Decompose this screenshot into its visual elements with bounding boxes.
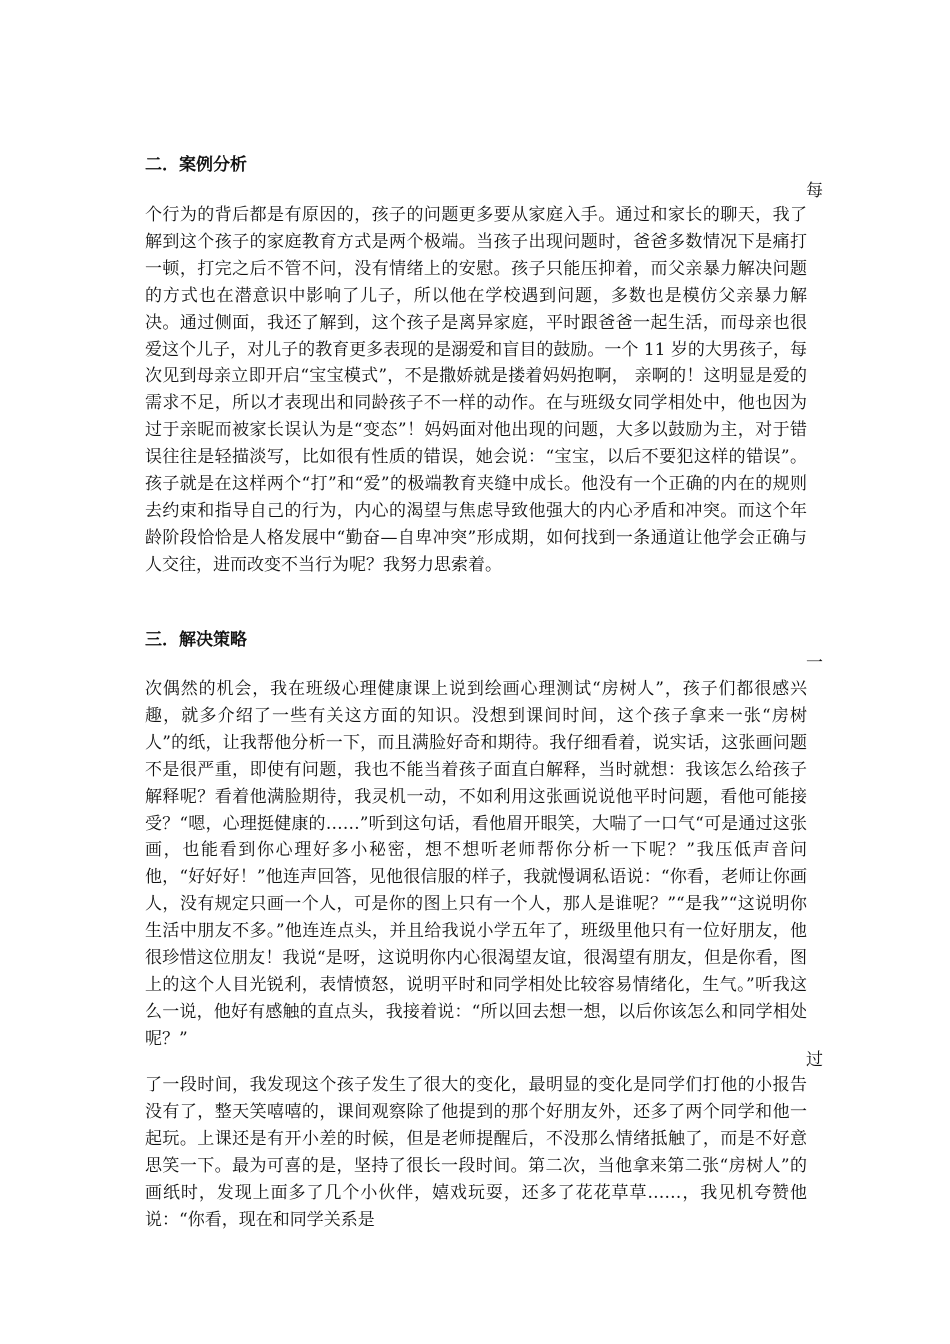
section-heading-case-analysis: 二．案例分析 (145, 155, 247, 175)
section-heading-strategy: 三．解决策略 (145, 630, 247, 650)
strategy-paragraph-2: 了一段时间，我发现这个孩子发生了很大的变化，最明显的变化是同学们打他的小报告没有了，整天笑嘻嘻的，课间观察除了他提到的那个好朋友外，还多了两个同学和他一起玩。上课还是有开小差的时候，但是老师提醒后，不没那么情绪抵触了，而是不好意思笑一下。最为可喜的是，坚持了很长一段时间。第二次，当他拿来第二张“房树人”的画纸时，发现上面多了几个小伙伴，嬉戏玩耍，还多了花花草草……，我见机夸赞他说：“你看，现在和同学关系是 (145, 1075, 807, 1230)
strategy-paragraph-1: 次偶然的机会，我在班级心理健康课上说到绘画心理测试“房树人”，孩子们都很感兴趣，就多介绍了一些有关这方面的知识。没想到课间时间，这个孩子拿来一张“房树人”的纸，让我帮他分析一下，而且满脸好奇和期待。我仔细看着，说实话，这张画问题不是很严重，即使有问题，我也不能当着孩子面直白解释，当时就想：我该怎么给孩子解释呢？看着他满脸期待，我灵机一动，不如利用这张画说说他平时问题，看他可能接受？“嗯，心理挺健康的……”听到这句话，看他眉开眼笑，大喘了一口气“可是通过这张画，也能看到你心理好多小秘密，想不想听老师帮你分析一下呢？”我压低声音问他，“好好好！”他连声回答，见他很信服的样子，我就慢调私语说：“你看，老师让你画人，没有规定只画一个人，可是你的图上只有一个人，那人是谁呢？”“是我”“这说明你生活中朋友不多。”他连连点头，并且给我说小学五年了，班级里他只有一位好朋友，他很珍惜这位朋友！我说“是呀，这说明你内心很渴望友谊，很渴望有朋友，但是你看，图上的这个人目光锐利，表情愤怒，说明平时和同学相处比较容易情绪化，生气。”听我这么一说，他好有感触的直点头，我接着说：“所以回去想一想，以后你该怎么和同学相处呢？” (145, 679, 807, 1049)
paragraph-lead-char: 一 (806, 653, 823, 673)
paragraph-lead-char: 过 (806, 1050, 823, 1070)
case-analysis-paragraph: 个行为的背后都是有原因的，孩子的问题更多要从家庭入手。通过和家长的聊天，我了解到这个孩子的家庭教育方式是两个极端。当孩子出现问题时，爸爸多数情况下是痛打一顿，打完之后不管不问，没有情绪上的安慰。孩子只能压抑着，而父亲暴力解决问题的方式也在潜意识中影响了儿子，所以他在学校遇到问题，多数也是模仿父亲暴力解决。通过侧面，我还了解到，这个孩子是离异家庭，平时跟爸爸一起生活，而母亲也很爱这个儿子，对儿子的教育更多表现的是溺爱和盲目的鼓励。一个 11 岁的大男孩子，每次见到母亲立即开启“宝宝模式”，不是撒娇就是搂着妈妈抱啊， 亲啊的！这明显是爱的需求不足，所以才表现出和同龄孩子不一样的动作。在与班级女同学相处中，他也因为过于亲昵而被家长误认为是“变态”！妈妈面对他出现的问题，大多以鼓励为主，对于错误往往是轻描淡写，比如很有性质的错误，她会说：“宝宝，以后不要犯这样的错误”。孩子就是在这样两个“打”和“爱”的极端教育夹缝中成长。他没有一个正确的内在的规则去约束和指导自己的行为，内心的渴望与焦虑导致他强大的内心矛盾和冲突。而这个年龄阶段恰恰是人格发展中“勤奋—自卑冲突”形成期，如何找到一条通道让他学会正确与人交往，进而改变不当行为呢？我努力思索着。 (145, 205, 807, 575)
paragraph-lead-char: 每 (806, 181, 823, 201)
